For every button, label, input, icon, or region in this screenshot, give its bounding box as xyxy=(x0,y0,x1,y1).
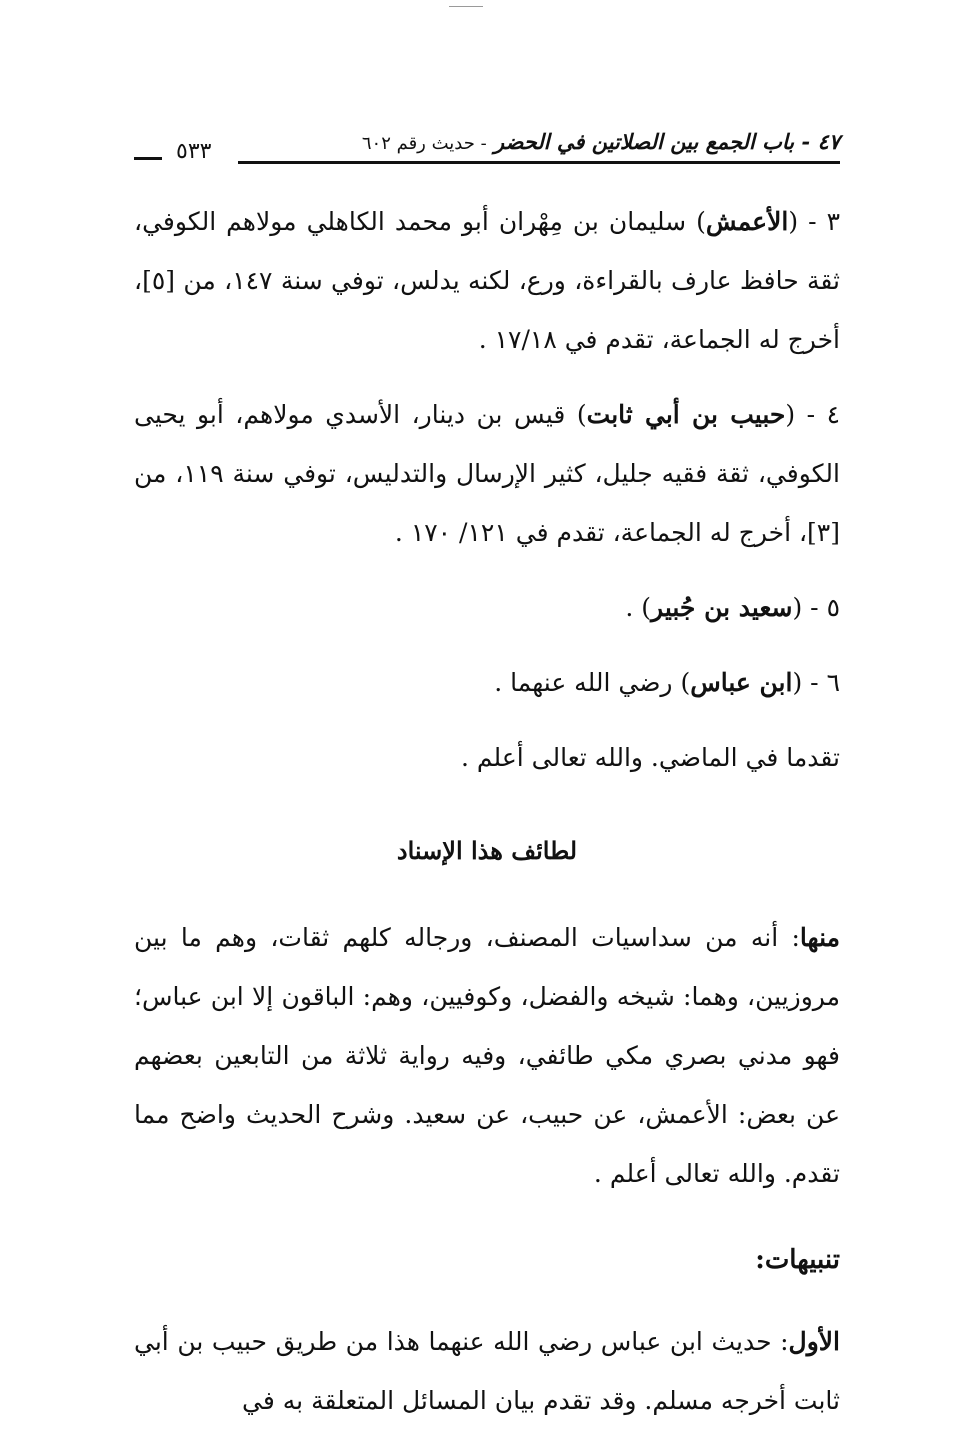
narrator-bio: قيس بن دينار، الأسدي مولاهم، أبو يحيى الكوفي، ثقة فقيه جليل، كثير الإرسال والتدليس، توفي سنة ١١٩، من [٣]، أخرج له الجماعة، تقدم في ١٢١/ ١٧٠ . xyxy=(134,400,840,547)
narrator-bracket: ) xyxy=(680,668,691,697)
narrator-6 xyxy=(134,653,840,712)
lataif-text: : أنه من سداسيات المصنف، ورجاله كلهم ثقات، وهم ما بين مروزيين، وهما: شيخه والفضل، وكوفيين، وهم: الباقون إلا ابن عباس؛ فهو مدني بصري مكي طائفي، وفيه رواية ثلاثة من التابعين بعضهم عن بعض: الأعمش، عن حبيب، عن سعيد. وشرح الحديث واضح مما تقدم. والله تعالى أعلم . xyxy=(134,923,840,1188)
narrator-number: ٦ - ( xyxy=(792,668,840,697)
page-number: ٥٣٣ xyxy=(176,139,212,164)
narrator-name: ابن عباس xyxy=(690,668,793,697)
first-note-paragraph xyxy=(134,1312,840,1430)
page-number-dash xyxy=(134,157,162,160)
lataif-paragraph xyxy=(134,908,840,1203)
narrator-5 xyxy=(134,578,840,637)
running-title xyxy=(362,129,840,154)
narrator-name: سعيد بن جُبير xyxy=(651,593,793,622)
narrator-bracket: ) xyxy=(576,400,587,429)
narrator-number: ٥ - ( xyxy=(792,593,840,622)
narrator-name: الأعمش xyxy=(705,207,789,236)
header-rule xyxy=(238,161,840,164)
page-header xyxy=(134,125,840,175)
top-mark xyxy=(449,6,483,7)
chapter-title: - باب الجمع بين الصلاتين في الحضر xyxy=(493,129,811,154)
narrator-4 xyxy=(134,385,840,562)
notes-heading: تنبيهات: xyxy=(755,1245,840,1275)
narrator-bio: سليمان بن مِهْران أبو محمد الكاهلي مولاهم الكوفي، ثقة حافظ عارف بالقراءة، ورع، لكنه يدلس، توفي سنة ١٤٧، من [٥]، أخرج له الجماعة، تقدم في ١٧/١٨ . xyxy=(134,207,840,354)
narrator-bracket: ) xyxy=(696,207,706,236)
narrator-number: ٣ - ( xyxy=(788,207,840,236)
section-heading: لطائف هذا الإسناد xyxy=(396,836,578,865)
lataif-lead: منها xyxy=(799,923,840,952)
hadith-reference: - حديث رقم ٦٠٢ xyxy=(361,133,487,154)
narrator-bio: رضي الله عنهما . xyxy=(494,668,681,697)
chapter-number: ٤٧ xyxy=(817,129,840,154)
narrator-bio: . xyxy=(625,593,642,622)
closing-line: تقدما في الماضي. والله تعالى أعلم . xyxy=(461,743,840,772)
narrator-3 xyxy=(134,192,840,369)
narrator-name: حبيب بن أبي ثابت xyxy=(586,400,786,429)
narrator-bracket: ) xyxy=(641,593,652,622)
narrator-number: ٤ - ( xyxy=(785,400,841,429)
page-body xyxy=(134,192,840,1430)
first-note-lead: الأول xyxy=(788,1327,840,1356)
first-note-text: : حديث ابن عباس رضي الله عنهما هذا من طريق حبيب بن أبي ثابت أخرجه مسلم. وقد تقدم بيان المسائل المتعلقة به في xyxy=(134,1327,840,1415)
